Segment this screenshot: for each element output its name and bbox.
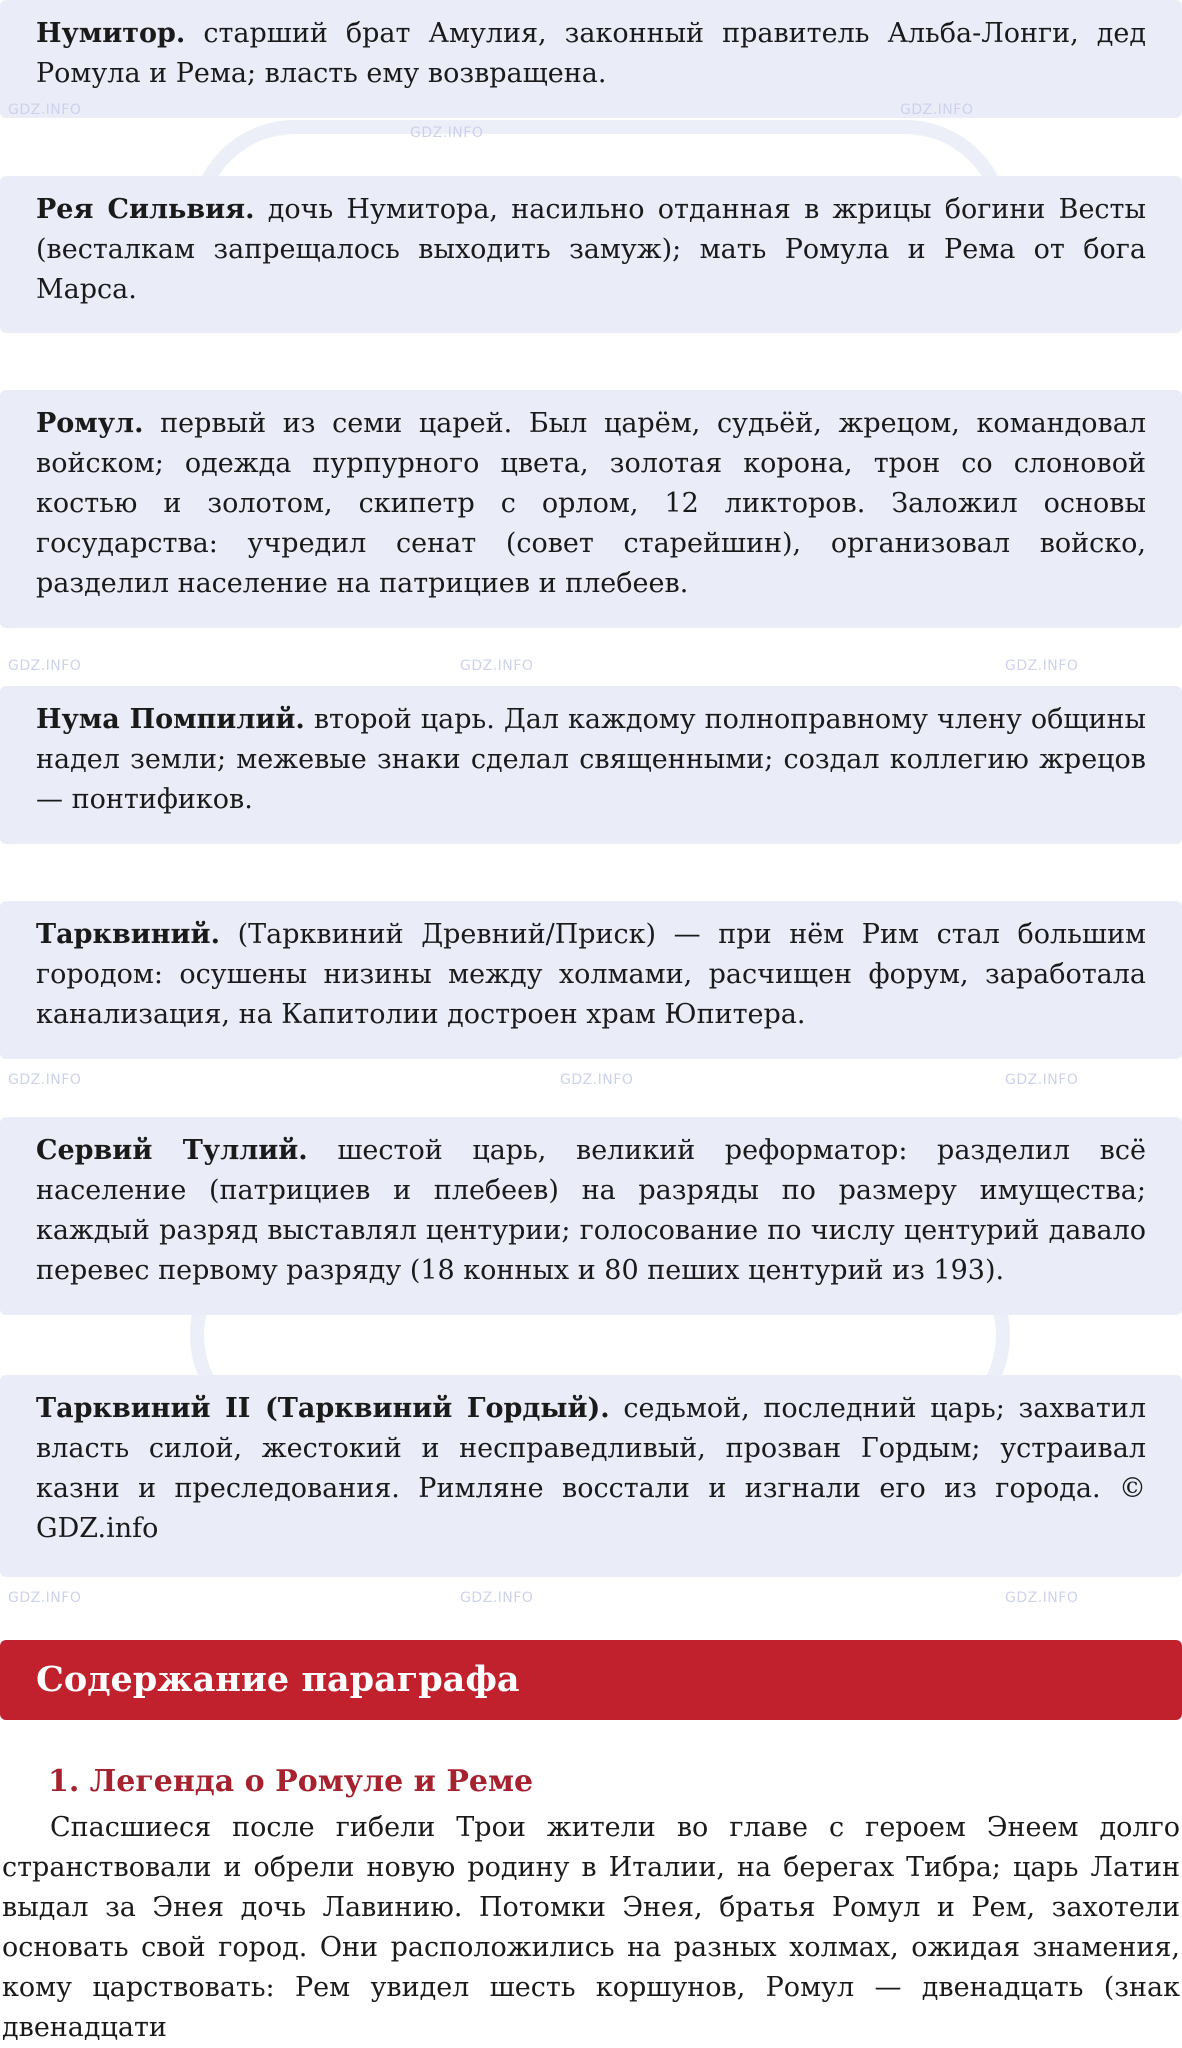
entry-term: Нума Помпилий. — [36, 704, 305, 735]
entry-text: дочь Нумитора, насильно отданная в жрицы богини Весты (весталкам запрещалось выходить замуж); мать Ромула и Рема от бога Марса. — [36, 194, 1146, 305]
entry-card — [0, 0, 1182, 118]
watermark-label: GDZ.INFO — [8, 102, 82, 118]
watermark-label: GDZ.INFO — [460, 1590, 534, 1606]
entry-card — [0, 176, 1182, 333]
entry-term: Рея Сильвия. — [36, 194, 255, 225]
watermark-label: GDZ.INFO — [8, 1590, 82, 1606]
entry-text: шестой царь, великий реформатор: разделил всё население (патрициев и плебеев) на разряды по размеру имущества; каждый разряд выставлял центурии; голосование по числу центурий давало перевес первому разряду (18 конных и 80 пеших центурий из 193). — [36, 1135, 1146, 1286]
watermark-label: GDZ.INFO — [8, 1072, 82, 1088]
watermark-label: GDZ.INFO — [460, 658, 534, 674]
entry-text: второй царь. Дал каждому полноправному члену общины надел земли; межевые знаки сделал священными; создал коллегию жрецов — понтификов. — [36, 704, 1146, 815]
entry-card — [0, 1375, 1182, 1577]
entry-term: Сервий Туллий. — [36, 1135, 308, 1166]
body-paragraph: Спасшиеся после гибели Трои жители во главе с героем Энеем долго странствовали и обрели новую родину в Италии, на берегах Тибра; царь Латин выдал за Энея дочь Лавинию. Потомки Энея, братья Ромул и Рем, захотели основать свой город. Они расположились на разных холмах, ожидая знамения, кому царствовать: Рем увидел шесть коршунов, Ромул — двенадцать (знак двенадцати — [2, 1812, 1180, 2043]
entry-text: первый из семи царей. Был царём, судьёй, жрецом, командовал войском; одежда пурпурного цвета, золотая корона, трон со слоновой костью и золотом, скипетр с орлом, 12 ликторов. Заложил основы государства: учредил сенат (совет старейшин), организовал войско, разделил население на патрициев и плебеев. — [36, 408, 1146, 599]
watermark-label: GDZ.INFO — [410, 125, 484, 141]
entry-term: Нумитор. — [36, 18, 186, 49]
entry-card — [0, 901, 1182, 1059]
watermark-label: GDZ.INFO — [1005, 1590, 1079, 1606]
section-title: Содержание параграфа — [36, 1659, 520, 1700]
entry-card — [0, 390, 1182, 628]
watermark-label: GDZ.INFO — [900, 102, 974, 118]
entry-term: Тарквиний. — [36, 919, 220, 950]
entry-term: Ромул. — [36, 408, 144, 439]
entry-term: Тарквиний II (Тарквиний Гордый). — [36, 1393, 610, 1424]
entry-card — [0, 686, 1182, 844]
subsection-title: 1. Легенда о Ромуле и Реме — [48, 1764, 534, 1799]
watermark-label: GDZ.INFO — [560, 1072, 634, 1088]
entry-text: старший брат Амулия, законный правитель Альба-Лонги, дед Ромула и Рема; власть ему возвращена. — [36, 18, 1146, 89]
watermark-label: GDZ.INFO — [8, 658, 82, 674]
entry-text: седьмой, последний царь; захватил власть силой, жестокий и несправедливый, прозван Гордым; устраивал казни и преследования. Римляне восстали и изгнали его из города. © GDZ.info — [36, 1393, 1146, 1544]
entry-card — [0, 1117, 1182, 1315]
watermark-label: GDZ.INFO — [1005, 1072, 1079, 1088]
watermark-label: GDZ.INFO — [1005, 658, 1079, 674]
section-header — [0, 1640, 1182, 1720]
entry-text: (Тарквиний Древний/Приск) — при нём Рим стал большим городом: осушены низины между холмами, расчищен форум, заработала канализация, на Капитолии достроен храм Юпитера. — [36, 919, 1146, 1030]
